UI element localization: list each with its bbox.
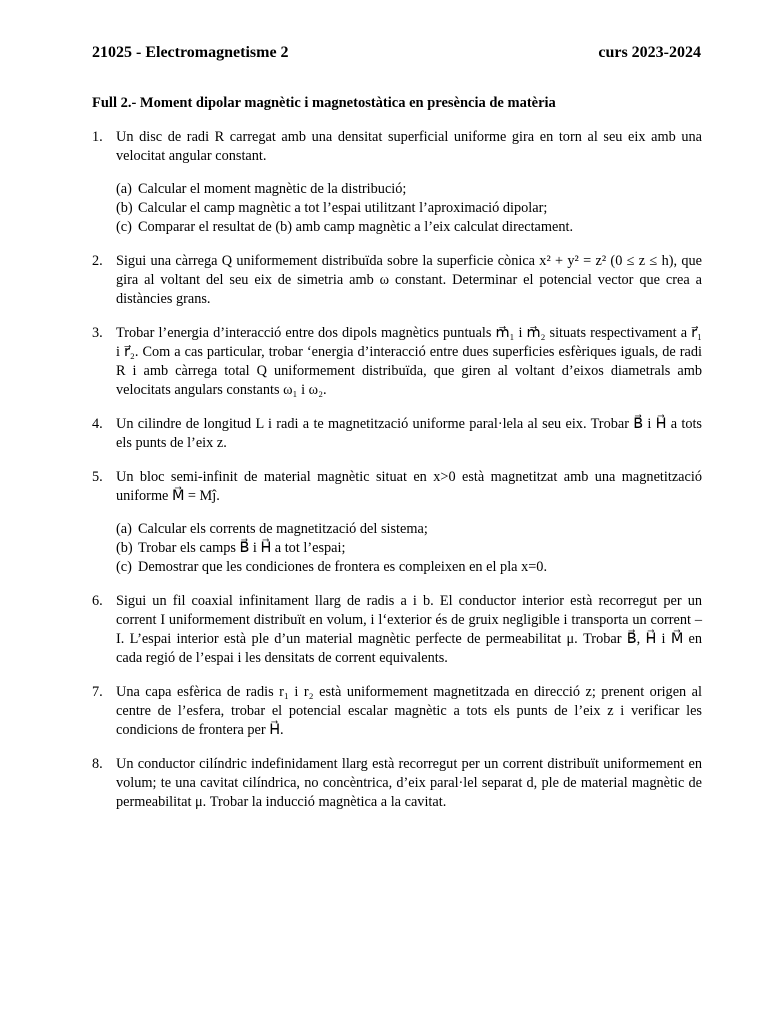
subquestion-item	[116, 180, 702, 199]
subquestion-text: Calcular el camp magnètic a tot l’espai utilitzant l’aproximació dipolar;	[138, 200, 548, 216]
problem-item	[92, 755, 702, 812]
problem-text: Trobar l’energia d’interacció entre dos dipols magnètics puntuals m⃗₁ i m⃗₂ situats respectivament a r⃗₁ i r⃗₂. Com a cas particular, trobar ‘energia d’interacció entre dues superficies esfèriques iguals, de radi R i amb càrrega total Q uniformement distribuïda, que giren al voltant d’eixos diametrals amb velocitats angulars constants ω₁ i ω₂.	[116, 325, 702, 398]
subquestion-text: Comparar el resultat de (b) amb camp magnètic a l’eix calculat directament.	[138, 219, 574, 235]
problem-number: 4.	[92, 416, 103, 432]
problem-item	[92, 252, 702, 309]
problem-number: 7.	[92, 684, 103, 700]
subquestion-item	[116, 539, 702, 558]
problem-number: 5.	[92, 469, 103, 485]
subquestion-item	[116, 218, 702, 237]
subquestion-item	[116, 520, 702, 539]
problem-item	[92, 468, 702, 577]
problem-number: 1.	[92, 129, 103, 145]
subquestion-text: Calcular els corrents de magnetització del sistema;	[138, 521, 428, 537]
subquestion-label: (c)	[116, 219, 132, 235]
problem-number: 2.	[92, 253, 103, 269]
problem-item	[92, 324, 702, 400]
problem-item	[92, 415, 702, 453]
subquestion-text: Calcular el moment magnètic de la distribució;	[138, 181, 407, 197]
problem-text: Una capa esfèrica de radis r₁ i r₂ està uniformement magnetitzada en direcció z; prenent origen al centre de l’esfera, trobar el potencial escalar magnètic a tots els punts de l’eix z i verificar les condicions de frontera per H⃗.	[116, 684, 702, 738]
problem-number: 6.	[92, 593, 103, 609]
problem-item	[92, 128, 702, 237]
subquestion-label: (a)	[116, 181, 132, 197]
subquestion-label: (b)	[116, 540, 133, 556]
subquestion-item	[116, 558, 702, 577]
subquestion-item	[116, 199, 702, 218]
problem-text: Un conductor cilíndric indefinidament llarg està recorregut per un corrent distribuït uniformement en volum; te una cavitat cilíndrica, no concèntrica, d’eix paral·lel separat d, ple de material magnètic de permeabilitat μ. Trobar la inducció magnètica a la cavitat.	[116, 756, 702, 810]
problem-list	[92, 128, 702, 827]
sheet-title: Full 2.- Moment dipolar magnètic i magnetostàtica en presència de matèria	[92, 95, 556, 111]
subquestion-label: (b)	[116, 200, 133, 216]
problem-text: Un disc de radi R carregat amb una densitat superficial uniforme gira en torn al seu eix amb una velocitat angular constant.	[116, 129, 702, 164]
subquestion-text: Demostrar que les condiciones de frontera es compleixen en el pla x=0.	[138, 559, 548, 575]
problem-item	[92, 683, 702, 740]
course-title: 21025 - Electromagnetisme 2	[92, 44, 289, 61]
subquestion-label: (c)	[116, 559, 132, 575]
problem-number: 3.	[92, 325, 103, 341]
subquestion-text: Trobar els camps B⃗ i H⃗ a tot l’espai;	[138, 540, 346, 556]
problem-number: 8.	[92, 756, 103, 772]
problem-text: Sigui un fil coaxial infinitament llarg de radis a i b. El conductor interior està recorregut per un corrent I uniformement distribuït en volum, i l‘exterior és de gruix negligible i transporta un corrent – I. L’espai interior està ple d’un material magnètic perfecte de permeabilitat μ. Trobar B⃗, H⃗ i M⃗ en cada regió de l’espai i les densitats de corrent equivalents.	[116, 593, 702, 666]
problem-text: Un bloc semi-infinit de material magnètic situat en x>0 està magnetitzat amb una magnetització uniforme M⃗ = Mĵ.	[116, 469, 702, 504]
subquestion-label: (a)	[116, 521, 132, 537]
page-header	[92, 44, 701, 66]
academic-year: curs 2023-2024	[598, 44, 701, 61]
problem-text: Sigui una càrrega Q uniformement distribuïda sobre la superficie cònica x² + y² = z² (0 ≤ z ≤ h), que gira al voltant del seu eix de simetria amb ω constant. Determinar el potencial vector que crea a distàncies grans.	[116, 253, 702, 307]
subquestion-list	[116, 180, 702, 237]
problem-item	[92, 592, 702, 668]
problem-text: Un cilindre de longitud L i radi a te magnetització uniforme paral·lela al seu eix. Trobar B⃗ i H⃗ a tots els punts de l’eix z.	[116, 416, 702, 451]
subquestion-list	[116, 520, 702, 577]
